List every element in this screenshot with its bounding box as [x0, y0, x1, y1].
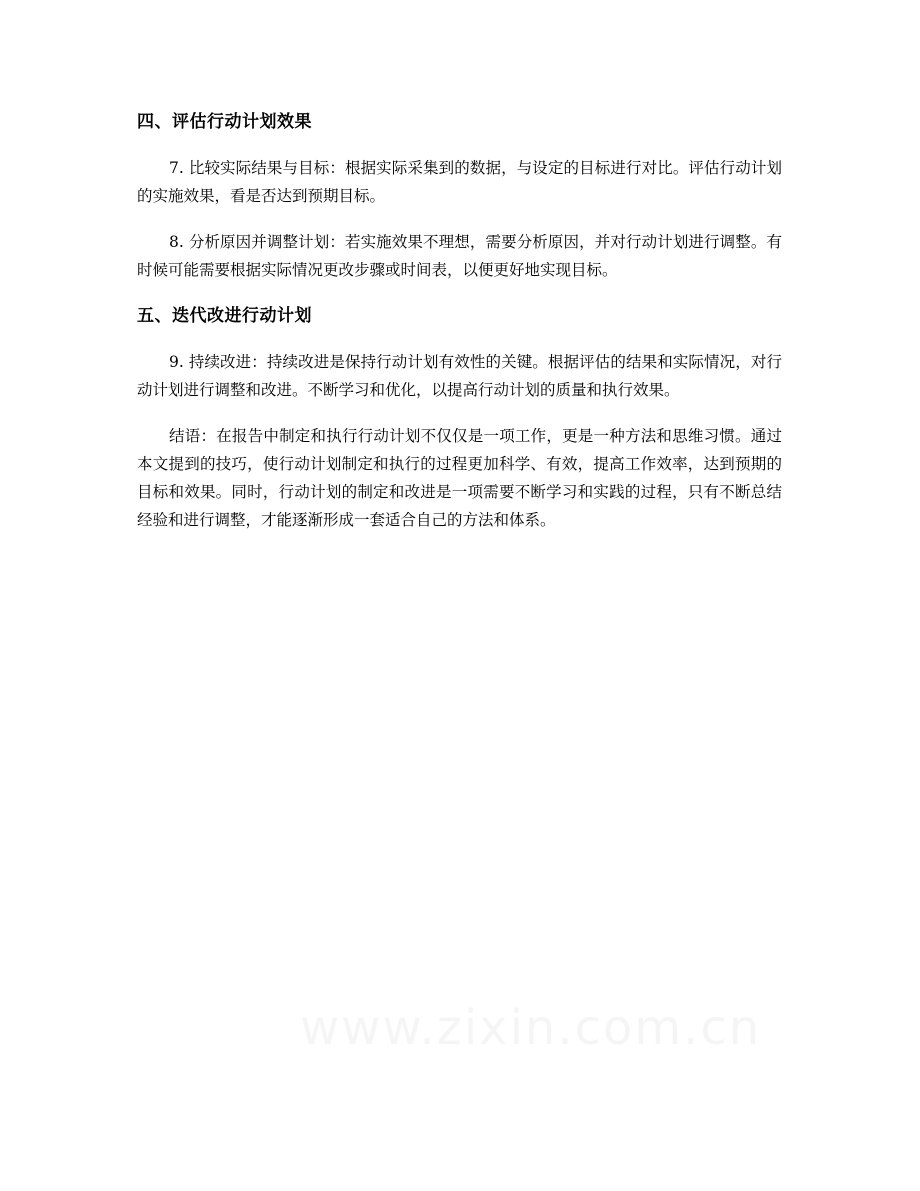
paragraph-conclusion: 结语：在报告中制定和执行行动计划不仅仅是一项工作，更是一种方法和思维习惯。通过本文提到的技巧，使行动计划制定和执行的过程更加科学、有效，提高工作效率，达到预期的目标和效果。同时，行动计划的制定和改进是一项需要不断学习和实践的过程，只有不断总结经验和进行调整，才能逐渐形成一套适合自己的方法和体系。: [137, 427, 782, 529]
watermark: [300, 1000, 620, 1056]
paragraph-compare-results: 7. 比较实际结果与目标：根据实际采集到的数据，与设定的目标进行对比。评估行动计划的实施效果，看是否达到预期目标。: [137, 159, 782, 205]
document-body: [137, 108, 782, 552]
section-heading-evaluate: 四、评估行动计划效果: [137, 112, 312, 132]
paragraph-continuous-improvement: 9. 持续改进：持续改进是保持行动计划有效性的关键。根据评估的结果和实际情况，对行动计划进行调整和改进。不断学习和优化，以提高行动计划的质量和执行效果。: [137, 353, 782, 399]
paragraph-analyze-adjust: 8. 分析原因并调整计划：若实施效果不理想，需要分析原因，并对行动计划进行调整。有时候可能需要根据实际情况更改步骤或时间表，以便更好地实现目标。: [137, 233, 782, 279]
section-heading-iterate: 五、迭代改进行动计划: [137, 306, 312, 326]
